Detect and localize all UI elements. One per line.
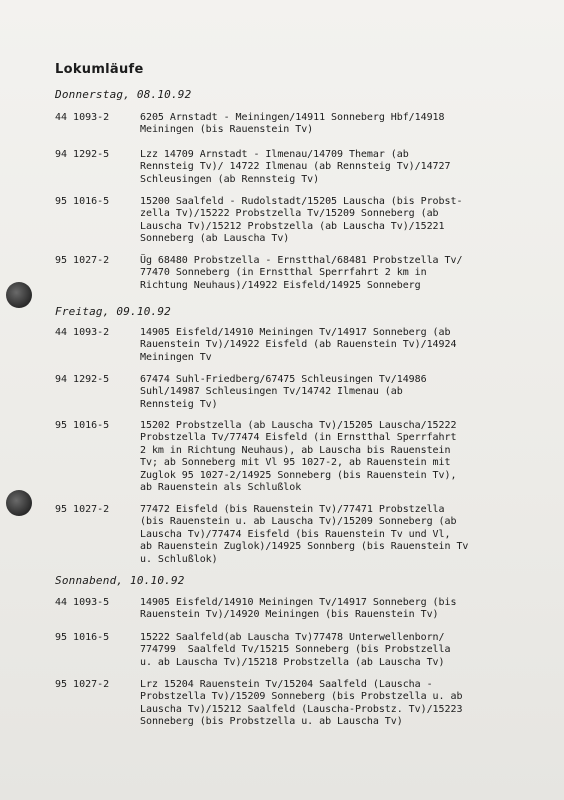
- entry-text: 15202 Probstzella (ab Lauscha Tv)/15205 Lauscha/15222 Probstzella Tv/77474 Eisfeld (in Ernstthal Sperrfahrt 2 km in Richtung Neuhaus), ab Lauscha bis Rauenstein Tv; ab Sonneberg mit Vl 95 1027-2, ab Rauenstein mit Zuglok 95 1027-2/14925 Sonneberg (bis Rauenstein Tv), ab Rauenstein als Schlußlok: [140, 420, 457, 494]
- entry-text: Lzz 14709 Arnstadt - Ilmenau/14709 Themar (ab Rennsteig Tv)/ 14722 Ilmenau (ab Rennsteig Tv)/14727 Schleusingen (ab Rennsteig Tv): [140, 149, 451, 185]
- loco-number: 95 1016-5: [55, 420, 110, 431]
- entry-text: Üg 68480 Probstzella - Ernstthal/68481 Probstzella Tv/ 77470 Sonneberg (in Ernstthal Sperrfahrt 2 km in Richtung Neuhaus)/14922 Eisfeld/14925 Sonneberg: [140, 255, 463, 291]
- loco-number: 95 1027-2: [55, 504, 110, 515]
- loco-number: 94 1292-5: [55, 149, 110, 160]
- entry-text: 15200 Saalfeld - Rudolstadt/15205 Lauscha (bis Probst- zella Tv)/15222 Probstzella Tv/15209 Sonneberg (ab Lauscha Tv)/15212 Probstzella (ab Lauscha Tv)/15221 Sonneberg (ab Lauscha Tv): [140, 196, 463, 245]
- loco-number: 44 1093-2: [55, 112, 110, 123]
- loco-number: 94 1292-5: [55, 374, 110, 385]
- day-heading: Sonnabend, 10.10.92: [55, 574, 185, 587]
- entry-text: 67474 Suhl-Friedberg/67475 Schleusingen Tv/14986 Suhl/14987 Schleusingen Tv/14742 Ilmenau (ab Rennsteig Tv): [140, 374, 427, 410]
- entry-text: 14905 Eisfeld/14910 Meiningen Tv/14917 Sonneberg (ab Rauenstein Tv)/14922 Eisfeld (ab Rauenstein Tv)/14924 Meiningen Tv: [140, 327, 457, 363]
- entry-text: 77472 Eisfeld (bis Rauenstein Tv)/77471 Probstzella (bis Rauenstein u. ab Lauscha Tv)/15209 Sonneberg (ab Lauscha Tv)/77474 Eisfeld (bis Rauenstein Tv und Vl, ab Rauenstein Zuglok)/14925 Sonnberg (bis Rauenstein Tv u. Schlußlok): [140, 504, 469, 565]
- punch-hole: [6, 490, 32, 516]
- document-title: Lokumläufe: [55, 62, 144, 77]
- loco-number: 44 1093-5: [55, 597, 110, 608]
- punch-hole: [6, 282, 32, 308]
- day-heading: Freitag, 09.10.92: [55, 305, 171, 318]
- loco-number: 95 1027-2: [55, 679, 110, 690]
- loco-number: 95 1016-5: [55, 632, 110, 643]
- entry-text: 6205 Arnstadt - Meiningen/14911 Sonneberg Hbf/14918 Meiningen (bis Rauenstein Tv): [140, 112, 445, 136]
- entry-text: 14905 Eisfeld/14910 Meiningen Tv/14917 Sonneberg (bis Rauenstein Tv)/14920 Meiningen (bis Rauenstein Tv): [140, 597, 457, 621]
- entry-text: 15222 Saalfeld(ab Lauscha Tv)77478 Unterwellenborn/ 774799 Saalfeld Tv/15215 Sonneberg (bis Probstzella u. ab Lauscha Tv)/15218 Probstzella (ab Lauscha Tv): [140, 632, 451, 668]
- loco-number: 44 1093-2: [55, 327, 110, 338]
- entry-text: Lrz 15204 Rauenstein Tv/15204 Saalfeld (Lauscha - Probstzella Tv)/15209 Sonneberg (bis Probstzella u. ab Lauscha Tv)/15212 Saalfeld (Lauscha-Probstz. Tv)/15223 Sonneberg (bis Probstzella u. ab Lauscha Tv): [140, 679, 463, 728]
- day-heading: Donnerstag, 08.10.92: [55, 88, 192, 101]
- loco-number: 95 1027-2: [55, 255, 110, 266]
- loco-number: 95 1016-5: [55, 196, 110, 207]
